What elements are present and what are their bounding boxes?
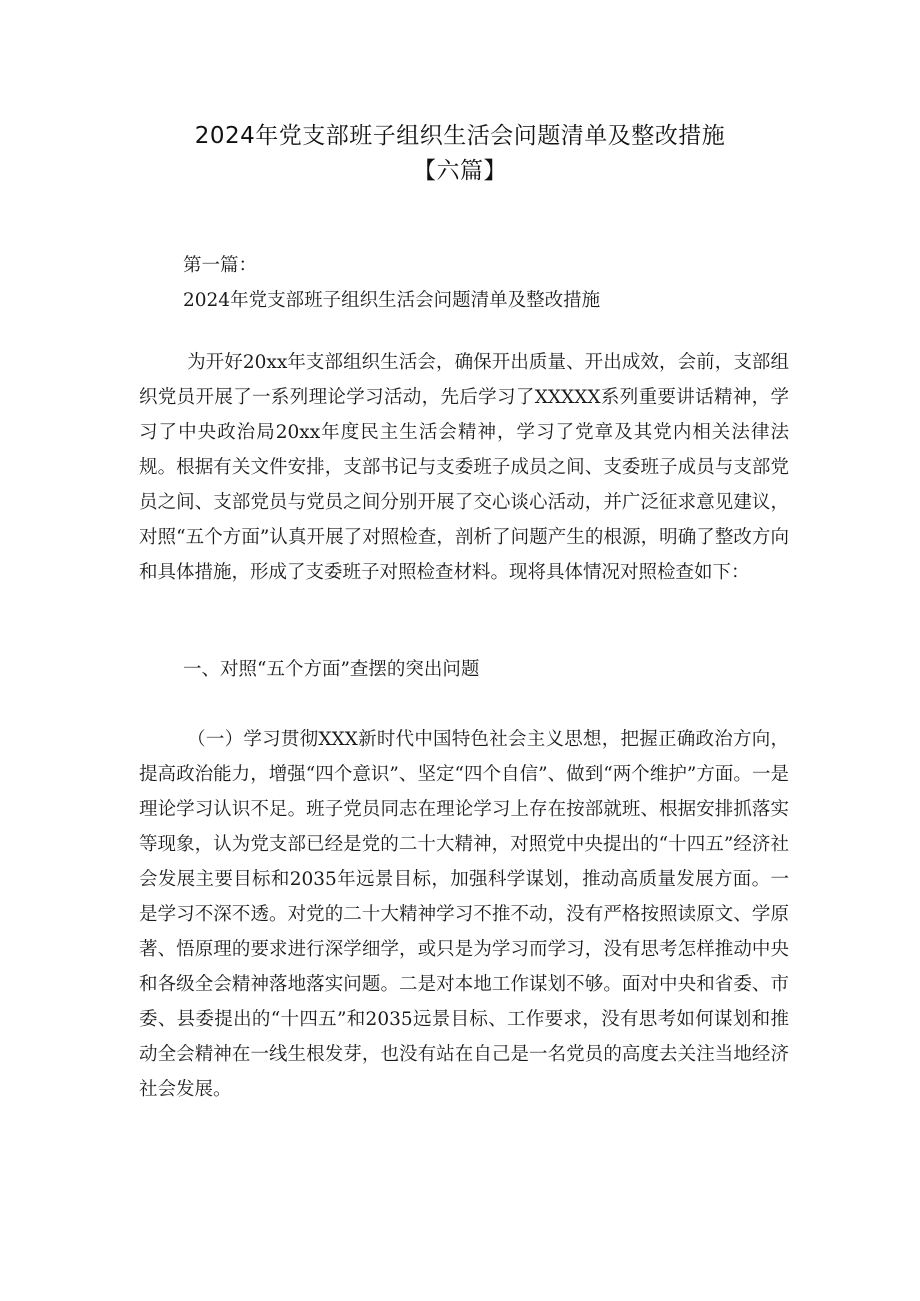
chapter-title: 2024年党支部班子组织生活会问题清单及整改措施	[183, 290, 601, 311]
section-paragraph-one: （一）学习贯彻XXX新时代中国特色社会主义思想，把握正确政治方向，提高政治能力，增强“四个意识”、坚定“四个自信”、做到“两个维护”方面。一是理论学习认识不足。班子党员同志在理论学习上存在按部就班、根据安排抓落实等现象，认为党支部已经是党的二十大精神，对照党中央提出的“十四五”经济社会发展主要目标和2035年远景目标，加强科学谋划，推动高质量发展方面。一是学习不深不透。对党的二十大精神学习不推不动，没有严格按照读原文、学原著、悟原理的要求进行深学细学，或只是为学习而学习，没有思考怎样推动中央和各级全会精神落地落实问题。二是对本地工作谋划不够。面对中央和省委、市委、县委提出的“十四五”和2035远景目标、工作要求，没有思考如何谋划和推动全会精神在一线生根发芽，也没有站在自己是一名党员的高度去关注当地经济社会发展。	[139, 729, 789, 1100]
document-title-line1: 2024年党支部班子组织生活会问题清单及整改措施	[194, 123, 726, 149]
document-title-line2: 【六篇】	[413, 158, 507, 184]
intro-paragraph: 为开好20xx年支部组织生活会，确保开出质量、开出成效，会前，支部组织党员开展了一系列理论学习活动，先后学习了XXXXX系列重要讲话精神，学习了中央政治局20xx年度民主生活会精神，学习了党章及其党内相关法律法规。根据有关文件安排，支部书记与支委班子成员之间、支委班子成员与支部党员之间、支部党员与党员之间分别开展了交心谈心活动，并广泛征求意见建议，对照“五个方面”认真开展了对照检查，剖析了问题产生的根源，明确了整改方向和具体措施，形成了支委班子对照检查材料。现将具体情况对照检查如下：	[139, 352, 789, 583]
chapter-label: 第一篇：	[183, 255, 258, 276]
section-heading: 一、对照“五个方面”查摆的突出问题	[183, 659, 480, 680]
